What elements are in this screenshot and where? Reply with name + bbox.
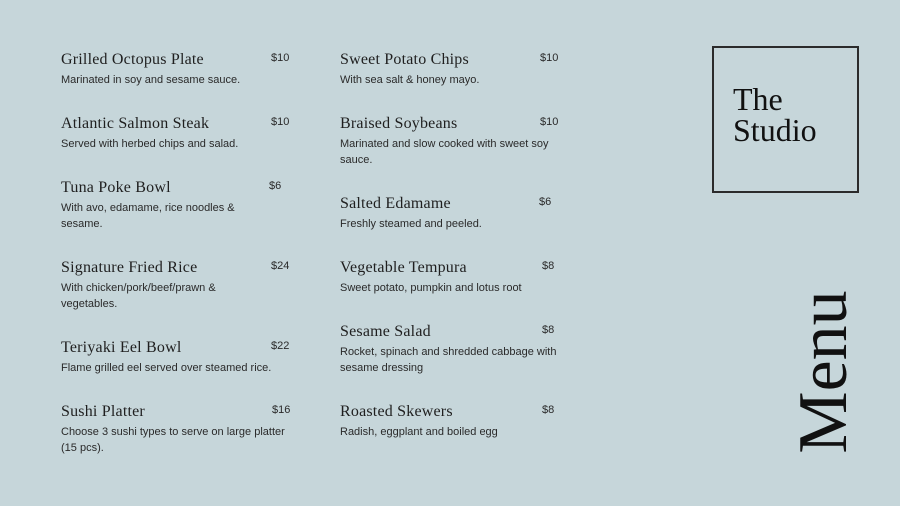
item-description: Sweet potato, pumpkin and lotus root — [340, 282, 522, 294]
item-name: Braised Soybeans — [340, 115, 458, 132]
brand-name-line-1: The — [733, 81, 783, 117]
item-description: Choose 3 sushi types to serve on large platter (15 pcs). — [61, 426, 285, 454]
item-description: Freshly steamed and peeled. — [340, 218, 482, 230]
item-description: Radish, eggplant and boiled egg — [340, 426, 498, 438]
brand-name — [733, 81, 817, 148]
item-name: Sesame Salad — [340, 323, 431, 340]
item-name: Sushi Platter — [61, 403, 145, 420]
item-price: $10 — [271, 52, 290, 64]
item-description: Marinated and slow cooked with sweet soy sauce. — [340, 138, 549, 166]
item-description: Flame grilled eel served over steamed rice. — [61, 362, 272, 374]
item-name: Signature Fried Rice — [61, 259, 198, 276]
brand-name-line-2: Studio — [733, 112, 817, 148]
menu-title: Menu — [785, 290, 862, 454]
item-price: $8 — [542, 260, 555, 272]
brand-logo-box — [712, 46, 859, 193]
item-description: Marinated in soy and sesame sauce. — [61, 74, 241, 86]
item-name: Sweet Potato Chips — [340, 51, 469, 68]
item-name: Atlantic Salmon Steak — [61, 115, 210, 132]
item-price: $16 — [272, 404, 291, 416]
item-price: $8 — [542, 324, 555, 336]
item-name: Vegetable Tempura — [340, 259, 467, 276]
item-name: Tuna Poke Bowl — [61, 179, 171, 196]
item-name: Salted Edamame — [340, 195, 451, 212]
item-price: $6 — [269, 180, 282, 192]
item-price: $10 — [540, 116, 559, 128]
item-name: Teriyaki Eel Bowl — [61, 339, 182, 356]
item-description: Rocket, spinach and shredded cabbage with sesame dressing — [340, 346, 557, 374]
item-description: With avo, edamame, rice noodles & sesame. — [61, 202, 235, 230]
item-description: With sea salt & honey mayo. — [340, 74, 480, 86]
item-price: $10 — [540, 52, 559, 64]
item-description: With chicken/pork/beef/prawn & vegetables. — [61, 282, 216, 310]
item-price: $10 — [271, 116, 290, 128]
item-description: Served with herbed chips and salad. — [61, 138, 239, 150]
item-price: $22 — [271, 340, 290, 352]
item-price: $8 — [542, 404, 555, 416]
item-name: Roasted Skewers — [340, 403, 453, 420]
item-price: $24 — [271, 260, 290, 272]
item-price: $6 — [539, 196, 552, 208]
item-name: Grilled Octopus Plate — [61, 51, 204, 68]
